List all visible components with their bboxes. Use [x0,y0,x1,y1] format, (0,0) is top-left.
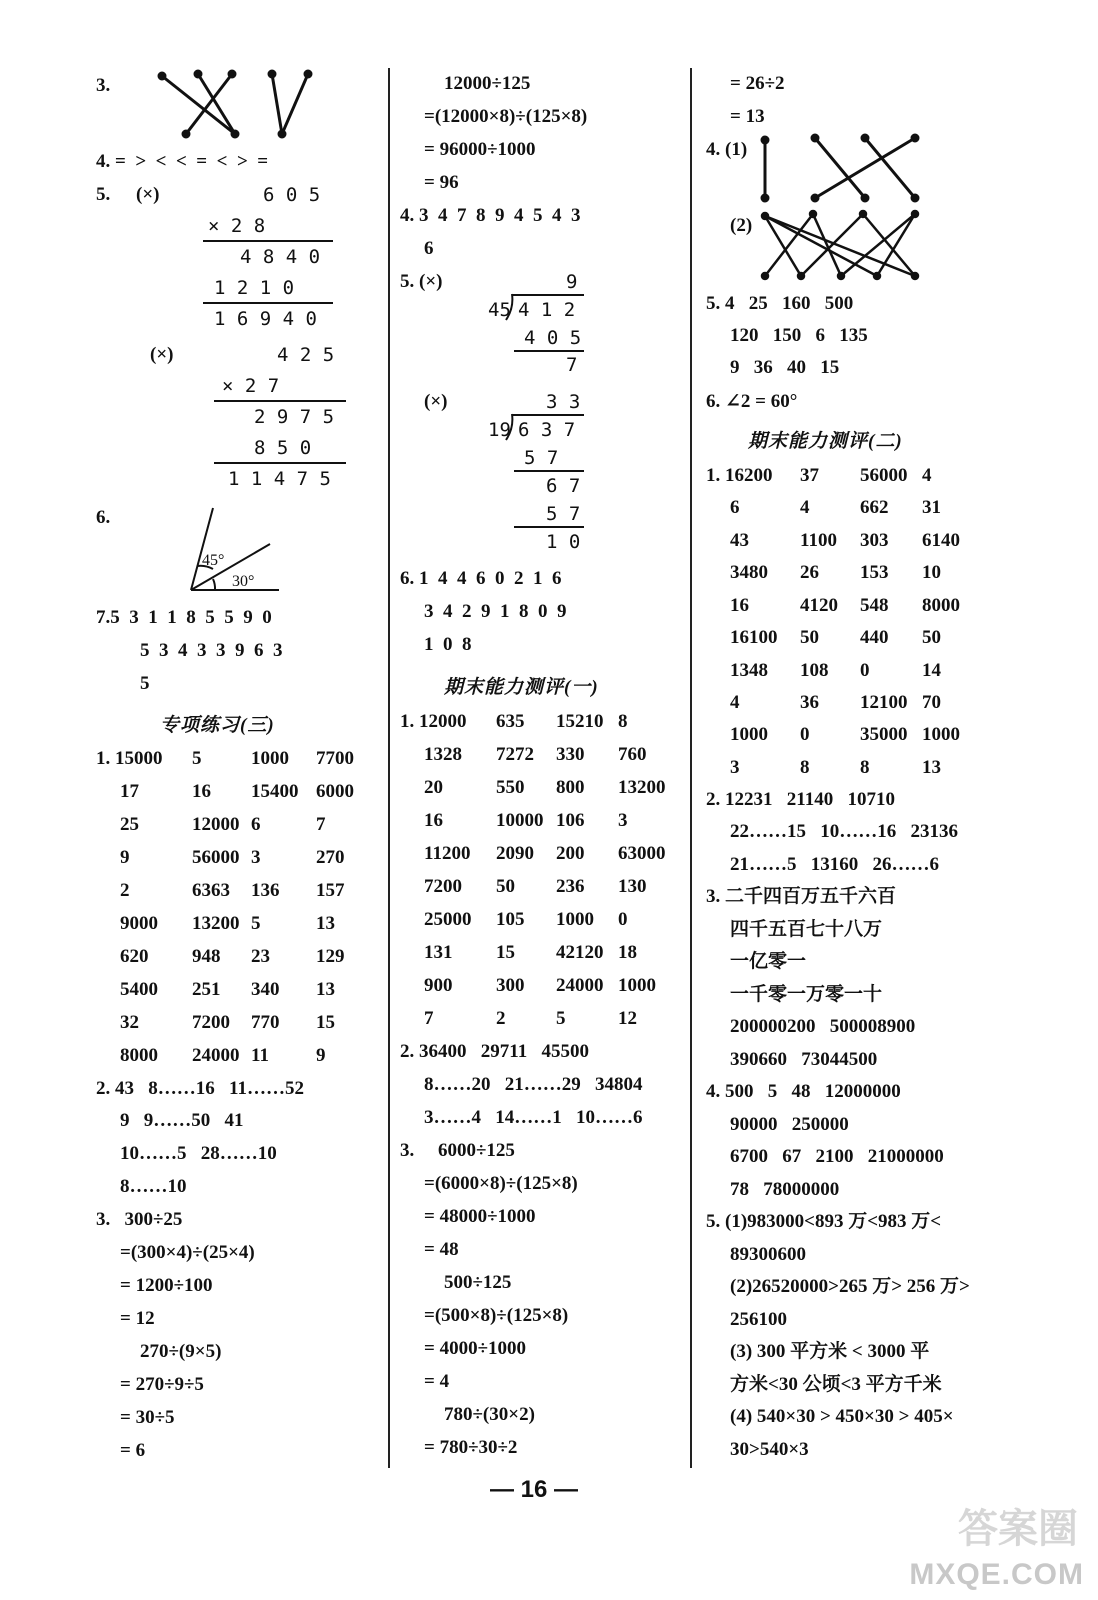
c2-s3-r8: = 4 [424,1371,450,1392]
c3-s1-cell: 0 [800,724,810,745]
c3-s2-r3: 21……5 13160 26……6 [730,854,939,875]
c1-s1-cell: 5 [192,748,202,769]
c2-s2-r1: 2. 36400 29711 45500 [400,1041,589,1062]
c3-s1-cell: 13 [922,757,941,778]
c2-d2-rule2 [514,526,584,528]
c3-s1-cell: 1. 16200 [706,465,773,486]
c1-s1-cell: 1. 15000 [96,748,163,769]
c2-s3-r1: 3. 6000÷125 [400,1140,515,1161]
c3-s5-r8: 30>540×3 [730,1439,809,1460]
c2-d1-dividend: 4 1 2 [518,299,576,321]
c3-s5-r6: 方米<30 公顷<3 平方千米 [730,1374,942,1395]
c2-s3-r3: = 48000÷1000 [424,1206,536,1227]
c3-s3-r5: 200000200 500008900 [730,1016,916,1037]
c3-s1-cell: 6 [730,497,740,518]
c1-s1-cell: 9000 [120,913,158,934]
c1-s1-cell: 16 [192,781,211,802]
c1-s3-r2: =(300×4)÷(25×4) [120,1242,255,1263]
c3-s1-cell: 37 [800,465,819,486]
c2-s1-cell: 12 [618,1008,637,1029]
c2-s1-cell: 635 [496,711,525,732]
c2-s3-r2: =(6000×8)÷(125×8) [424,1173,578,1194]
c3-s5-r3: (2)26520000>265 万> 256 万> [730,1276,970,1297]
c3-s1-cell: 303 [860,530,889,551]
c2-d2-r1: 6 7 [546,475,581,497]
c2-d1-rule [514,350,584,352]
c3-s1-cell: 440 [860,627,889,648]
c1-q5b-mark: (×) [150,344,174,365]
c2-s1-cell: 5 [556,1008,566,1029]
c1-s2-r2: 9 9……50 41 [120,1110,244,1131]
c2-d2-dividend: 6 3 7 [518,419,576,441]
column-divider-2 [690,68,692,1468]
c1-q4: 4. = > < < = < > = [96,151,269,172]
c3-s4-r3: 6700 67 2100 21000000 [730,1146,944,1167]
c3-s1-cell: 3 [730,757,740,778]
c1-q7-r1: 7.5 3 1 1 8 5 5 9 0 [96,607,272,628]
c3-s1-cell: 50 [800,627,819,648]
c2-s2-r3: 3……4 14……1 10……6 [424,1107,643,1128]
c1-q5a-rule1 [203,240,333,242]
c1-q5b-r2: × 2 7 [222,375,280,397]
c2-d2-rem: 1 0 [546,531,581,553]
c2-s3-r5: 500÷125 [444,1272,512,1293]
c3-s3-r2: 四千五百七十八万 [730,919,883,940]
c2-s1-cell: 11200 [424,843,471,864]
c1-q7-r3: 5 [140,673,150,694]
c3-s5-r4: 256100 [730,1309,787,1330]
c2-q6-r1: 6. 1 4 4 6 0 2 1 6 [400,568,562,589]
c3-section-heading: 期末能力测评(二) [748,431,903,452]
c1-s1-cell: 15400 [251,781,299,802]
c3-s1-cell: 36 [800,692,819,713]
c3-s1-cell: 3480 [730,562,768,583]
c2-s1-cell: 800 [556,777,585,798]
c2-s1-cell: 130 [618,876,647,897]
c1-s2-r4: 8……10 [120,1176,187,1197]
c2-d1-sub: 4 0 5 [524,327,582,349]
c3-s1-cell: 0 [860,660,870,681]
c2-s1-cell: 15210 [556,711,604,732]
c3-top-r2: = 13 [730,106,765,127]
c1-s3-r8: = 6 [120,1440,146,1461]
c2-d1-divisor: 45 [488,299,511,321]
c2-s2-r2: 8……20 21……29 34804 [424,1074,643,1095]
matching-lines-q4-2 [755,208,925,284]
watermark-logo: 答案圈 [958,1506,1078,1551]
c1-q5a-mark: (×) [136,184,160,205]
c2-d2-sub2: 5 7 [546,503,581,525]
c1-q5a-r4: 1 2 1 0 [214,277,295,299]
c3-q4-part2-label: (2) [730,215,753,236]
c2-s1-cell: 2 [496,1008,506,1029]
c3-s1-cell: 153 [860,562,889,583]
c1-s1-cell: 12000 [192,814,240,835]
c3-s1-cell: 8 [860,757,870,778]
c3-s1-cell: 12100 [860,692,908,713]
c1-q7-r2: 5 3 4 3 3 9 6 3 [140,640,283,661]
c2-q5-mark: 5. (×) [400,271,443,292]
c1-s1-cell: 1000 [251,748,289,769]
c2-q4-r1: 4. 3 4 7 8 9 4 5 4 3 [400,205,581,226]
c2-d2-bracket-top [512,414,584,416]
c3-s1-cell: 35000 [860,724,908,745]
c1-s1-cell: 2 [120,880,130,901]
c1-s1-cell: 948 [192,946,221,967]
c1-s1-cell: 6363 [192,880,230,901]
c1-s3-r4: = 12 [120,1308,155,1329]
c1-s1-cell: 23 [251,946,270,967]
c1-s1-cell: 9 [316,1045,326,1066]
c2-s1-cell: 900 [424,975,453,996]
c2-s1-cell: 7 [424,1008,434,1029]
c3-s5-r5: (3) 300 平方米 < 3000 平 [730,1341,930,1362]
c1-s1-cell: 25 [120,814,139,835]
c1-s1-cell: 620 [120,946,149,967]
c2-q6-r3: 1 0 8 [424,634,472,655]
c1-s1-cell: 129 [316,946,345,967]
c1-s1-cell: 157 [316,880,345,901]
c1-s1-cell: 13 [316,913,335,934]
watermark-site: MXQE.COM [909,1558,1084,1591]
c2-s1-cell: 1000 [556,909,594,930]
c2-d1-rem: 7 [566,354,578,376]
c1-s1-cell: 24000 [192,1045,240,1066]
c1-q5a-r1: 6 0 5 [263,184,321,206]
c2-s1-cell: 42120 [556,942,604,963]
column-divider-1 [388,68,390,1468]
c3-s1-cell: 70 [922,692,941,713]
c1-q5b-r4: 8 5 0 [254,437,312,459]
c2-s1-cell: 10000 [496,810,544,831]
c2-s1-cell: 50 [496,876,515,897]
c2-d2-rule1 [514,470,584,472]
c3-s3-r6: 390660 73044500 [730,1049,878,1070]
c2-s1-cell: 1. 12000 [400,711,467,732]
c1-s1-cell: 32 [120,1012,139,1033]
c2-s3-r6: =(500×8)÷(125×8) [424,1305,569,1326]
c2-s1-cell: 236 [556,876,585,897]
c3-s1-cell: 8000 [922,595,960,616]
c2-top-r2: =(12000×8)÷(125×8) [424,106,588,127]
c1-q5a-r5: 1 6 9 4 0 [214,308,317,330]
c2-s1-cell: 3 [618,810,628,831]
c3-s1-cell: 4 [922,465,932,486]
c3-q5-r1: 5. 4 25 160 500 [706,293,854,314]
c1-s3-r6: = 270÷9÷5 [120,1374,204,1395]
c1-s3-r5: 270÷(9×5) [140,1341,222,1362]
c3-q5-r2: 120 150 6 135 [730,325,868,346]
c3-s1-cell: 50 [922,627,941,648]
c2-s1-cell: 20 [424,777,443,798]
c3-q5-r3: 9 36 40 15 [730,357,840,378]
c3-s4-r1: 4. 500 5 48 12000000 [706,1081,901,1102]
c2-s1-cell: 0 [618,909,628,930]
c1-s1-cell: 6000 [316,781,354,802]
c1-s1-cell: 7200 [192,1012,230,1033]
c1-s1-cell: 270 [316,847,345,868]
c2-s3-r7: = 4000÷1000 [424,1338,527,1359]
matching-lines-q4-1 [755,132,925,208]
c1-s1-cell: 9 [120,847,130,868]
c3-s5-r1: 5. (1)983000<893 万<983 万< [706,1211,942,1232]
c2-s1-cell: 24000 [556,975,604,996]
c2-s1-cell: 1000 [618,975,656,996]
c2-s1-cell: 105 [496,909,525,930]
c1-s1-cell: 13200 [192,913,240,934]
c1-q5b-r3: 2 9 7 5 [254,406,335,428]
c2-s3-r10: = 780÷30÷2 [424,1437,518,1458]
c3-s4-r2: 90000 250000 [730,1114,849,1135]
c2-q4-r2: 6 [424,238,434,259]
c3-s4-r4: 78 78000000 [730,1179,840,1200]
c1-q3-label: 3. [96,75,111,96]
c3-s1-cell: 4 [730,692,740,713]
c3-s3-r3: 一亿零一 [730,951,807,972]
c2-s1-cell: 16 [424,810,443,831]
c3-s1-cell: 31 [922,497,941,518]
c1-s1-cell: 56000 [192,847,240,868]
c1-s3-r1: 3. 300÷25 [96,1209,183,1230]
c3-s1-cell: 4 [800,497,810,518]
c1-s1-cell: 5400 [120,979,158,1000]
c3-top-r1: = 26÷2 [730,73,785,94]
c2-q6-r2: 3 4 2 9 1 8 0 9 [424,601,567,622]
c3-s1-cell: 10 [922,562,941,583]
c1-s3-r3: = 1200÷100 [120,1275,213,1296]
c1-q5b-rule2 [214,462,346,464]
c3-s1-cell: 108 [800,660,829,681]
c1-s1-cell: 5 [251,913,261,934]
c3-s1-cell: 6140 [922,530,960,551]
c2-s1-cell: 15 [496,942,515,963]
c1-s1-cell: 7700 [316,748,354,769]
c2-s1-cell: 760 [618,744,647,765]
c1-s1-cell: 7 [316,814,326,835]
c3-s1-cell: 1000 [922,724,960,745]
c2-s1-cell: 13200 [618,777,666,798]
c3-s1-cell: 14 [922,660,941,681]
c1-s1-cell: 770 [251,1012,280,1033]
c2-s1-cell: 131 [424,942,453,963]
c1-angle-30: 30° [232,573,255,590]
page-number: — 16 — [490,1476,579,1503]
c3-s1-cell: 4120 [800,595,838,616]
c3-s1-cell: 662 [860,497,889,518]
c3-s1-cell: 43 [730,530,749,551]
c1-q5b-r5: 1 1 4 7 5 [228,468,331,490]
c2-top-r4: = 96 [424,172,459,193]
c3-s1-cell: 26 [800,562,819,583]
c2-d1-bracket-top [512,294,584,296]
c1-s1-cell: 340 [251,979,280,1000]
c1-q6-label: 6. [96,507,111,528]
c1-q5a-rule2 [203,302,333,304]
c1-s1-cell: 6 [251,814,261,835]
c1-q5b-r1: 4 2 5 [277,344,335,366]
c2-s1-cell: 1328 [424,744,462,765]
c1-s1-cell: 15 [316,1012,335,1033]
c2-s3-r9: 780÷(30×2) [444,1404,535,1425]
c2-top-r1: 12000÷125 [444,73,531,94]
c1-s1-cell: 17 [120,781,139,802]
c1-s3-r7: = 30÷5 [120,1407,175,1428]
c2-s3-r4: = 48 [424,1239,459,1260]
c1-q5a-r3: 4 8 4 0 [240,246,321,268]
c1-s1-cell: 136 [251,880,280,901]
c1-s1-cell: 251 [192,979,221,1000]
c2-s1-cell: 106 [556,810,585,831]
c2-top-r3: = 96000÷1000 [424,139,536,160]
c2-d1-quotient: 9 [566,271,578,293]
c1-angle-45: 45° [202,552,225,569]
c1-s1-cell: 13 [316,979,335,1000]
c1-s1-cell: 8000 [120,1045,158,1066]
c1-section-heading: 专项练习(三) [160,715,275,736]
c1-q5-label: 5. [96,184,111,205]
c3-s1-cell: 1100 [800,530,837,551]
matching-lines-q3 [150,66,320,146]
c2-s1-cell: 2090 [496,843,534,864]
c2-s1-cell: 63000 [618,843,666,864]
c3-s1-cell: 8 [800,757,810,778]
c2-s1-cell: 8 [618,711,628,732]
c3-q4-part1-label: 4. (1) [706,139,748,160]
c3-s5-r2: 89300600 [730,1244,806,1265]
c1-q5a-r2: × 2 8 [208,215,266,237]
c1-s2-r1: 2. 43 8……16 11……52 [96,1078,304,1099]
c3-s1-cell: 16 [730,595,749,616]
c2-section-heading: 期末能力测评(一) [444,677,599,698]
c3-s3-r1: 3. 二千四百万五千六百 [706,886,897,907]
c1-s1-cell: 3 [251,847,261,868]
c2-s1-cell: 200 [556,843,585,864]
c2-s1-cell: 330 [556,744,585,765]
c3-s2-r2: 22……15 10……16 23136 [730,821,958,842]
c1-s2-r3: 10……5 28……10 [120,1143,277,1164]
c2-d2-sub1: 5 7 [524,447,559,469]
c3-s2-r1: 2. 12231 21140 10710 [706,789,895,810]
c3-s1-cell: 16100 [730,627,778,648]
c2-q5b-mark: (×) [424,391,448,412]
c3-s1-cell: 56000 [860,465,908,486]
c2-d2-divisor: 19 [488,419,511,441]
c2-s1-cell: 25000 [424,909,472,930]
c2-s1-cell: 18 [618,942,637,963]
c3-s3-r4: 一千零一万零一十 [730,984,883,1005]
c2-s1-cell: 7200 [424,876,462,897]
c3-s5-r7: (4) 540×30 > 450×30 > 405× [730,1406,954,1427]
c3-s1-cell: 1000 [730,724,768,745]
c2-d2-quotient: 3 3 [546,391,581,413]
c2-s1-cell: 7272 [496,744,534,765]
c3-s1-cell: 1348 [730,660,768,681]
c2-s1-cell: 300 [496,975,525,996]
c1-s1-cell: 11 [251,1045,269,1066]
c1-q5b-rule1 [214,400,346,402]
c2-s1-cell: 550 [496,777,525,798]
c3-s1-cell: 548 [860,595,889,616]
c3-q6: 6. ∠2 = 60° [706,391,798,412]
